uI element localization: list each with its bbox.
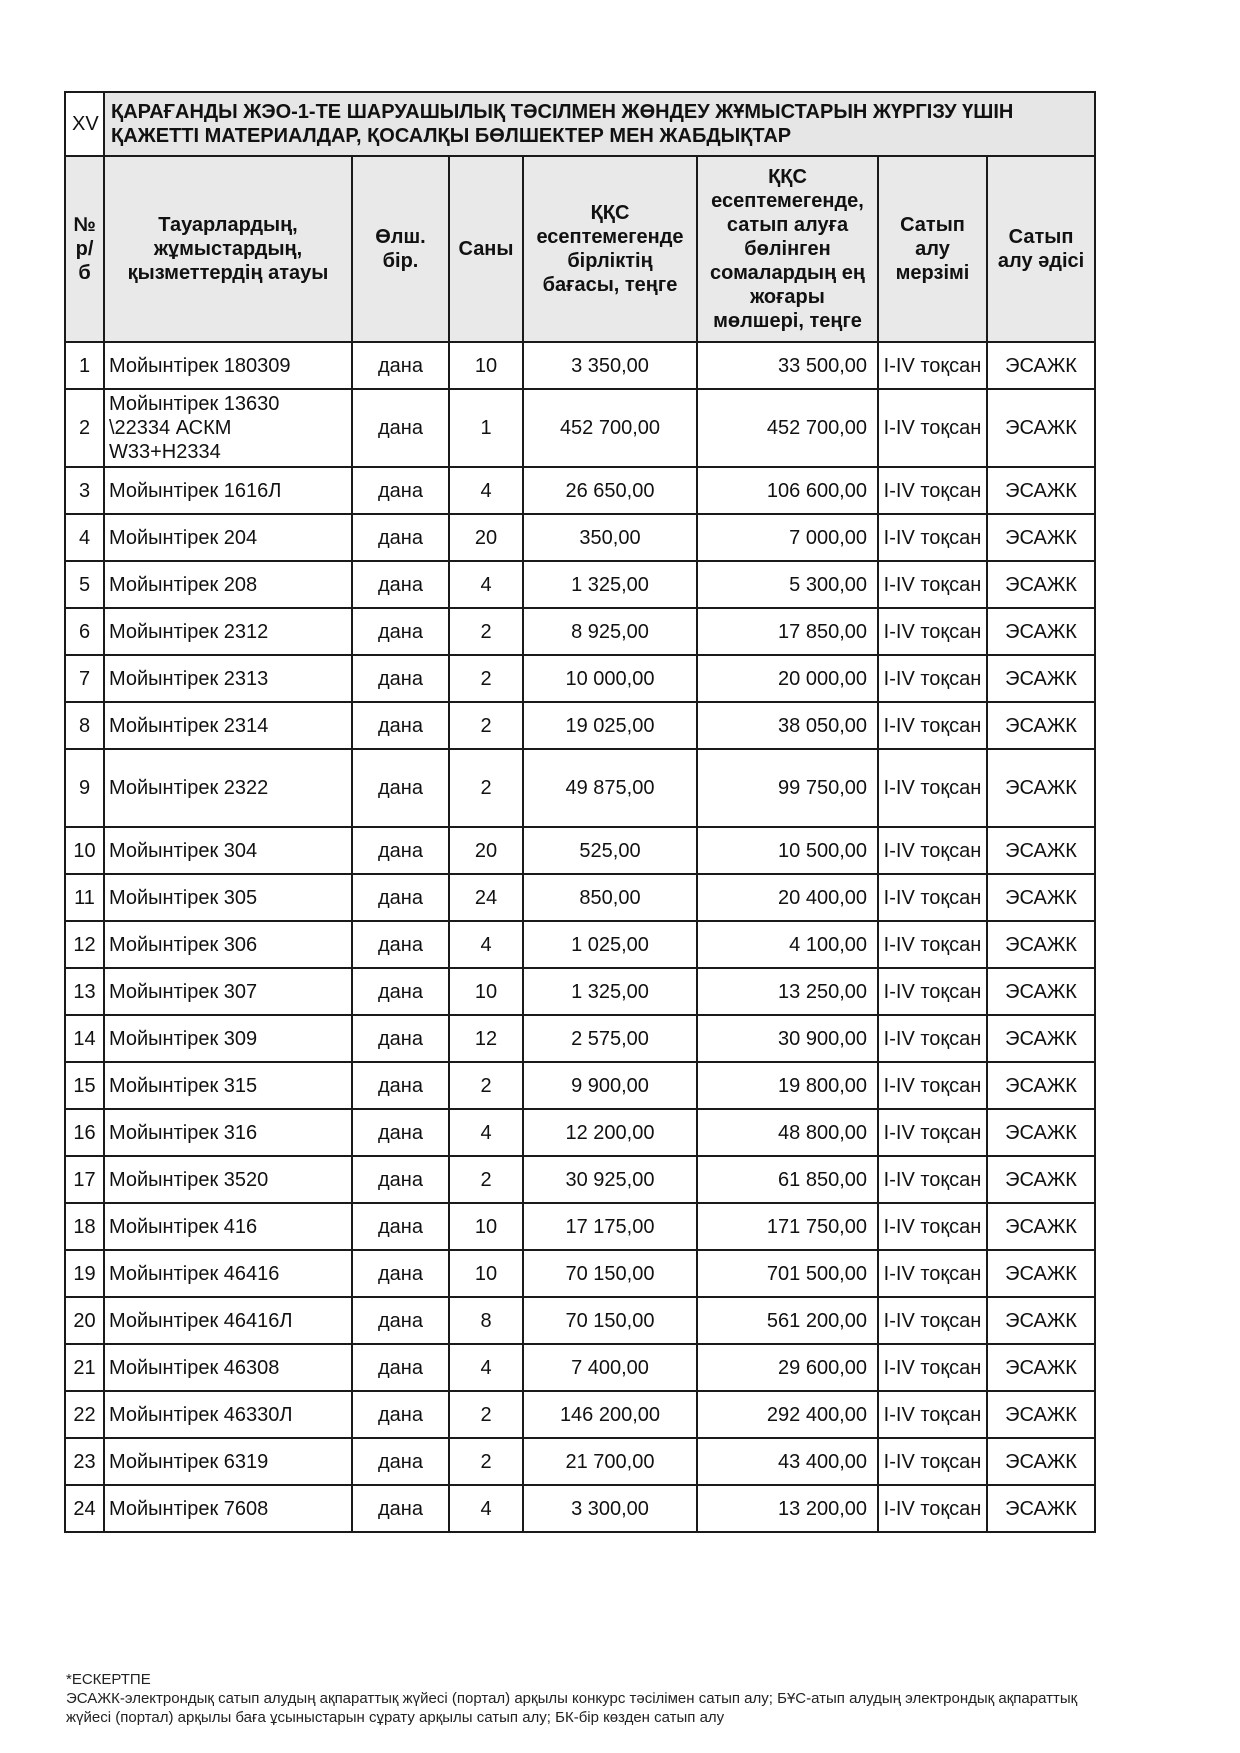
cell-num: 11 bbox=[65, 874, 104, 921]
cell-unit: дана bbox=[352, 921, 449, 968]
cell-unit: дана bbox=[352, 1250, 449, 1297]
cell-method: ЭСАЖК bbox=[987, 1109, 1095, 1156]
cell-unit: дана bbox=[352, 1156, 449, 1203]
col-header-qty: Саны bbox=[449, 156, 523, 342]
cell-total: 701 500,00 bbox=[697, 1250, 878, 1297]
cell-total: 13 250,00 bbox=[697, 968, 878, 1015]
cell-name: Мойынтірек 1616Л bbox=[104, 467, 352, 514]
cell-qty: 2 bbox=[449, 608, 523, 655]
cell-num: 19 bbox=[65, 1250, 104, 1297]
cell-name: Мойынтірек 2313 bbox=[104, 655, 352, 702]
cell-method: ЭСАЖК bbox=[987, 749, 1095, 827]
table-row bbox=[65, 921, 1095, 968]
cell-unit: дана bbox=[352, 514, 449, 561]
cell-price: 12 200,00 bbox=[523, 1109, 697, 1156]
table-row bbox=[65, 702, 1095, 749]
table-row bbox=[65, 1485, 1095, 1532]
cell-total: 4 100,00 bbox=[697, 921, 878, 968]
col-header-price: ҚҚС есептемегенде бірліктің бағасы, теңге bbox=[523, 156, 697, 342]
cell-total: 5 300,00 bbox=[697, 561, 878, 608]
footnote-title: *ЕСКЕРТПЕ bbox=[66, 1671, 151, 1688]
cell-price: 26 650,00 bbox=[523, 467, 697, 514]
cell-total: 61 850,00 bbox=[697, 1156, 878, 1203]
cell-term: I-IV тоқсан bbox=[878, 342, 987, 389]
cell-num: 4 bbox=[65, 514, 104, 561]
cell-term: I-IV тоқсан bbox=[878, 827, 987, 874]
cell-name: Мойынтірек 416 bbox=[104, 1203, 352, 1250]
cell-num: 15 bbox=[65, 1062, 104, 1109]
table-row bbox=[65, 1203, 1095, 1250]
cell-qty: 20 bbox=[449, 514, 523, 561]
cell-name: Мойынтірек 208 bbox=[104, 561, 352, 608]
col-header-num: № р/б bbox=[65, 156, 104, 342]
cell-qty: 24 bbox=[449, 874, 523, 921]
cell-unit: дана bbox=[352, 1015, 449, 1062]
cell-name: Мойынтірек 46330Л bbox=[104, 1391, 352, 1438]
cell-total: 20 400,00 bbox=[697, 874, 878, 921]
section-number: XV bbox=[65, 92, 104, 156]
cell-unit: дана bbox=[352, 749, 449, 827]
cell-price: 146 200,00 bbox=[523, 1391, 697, 1438]
table-row bbox=[65, 827, 1095, 874]
cell-num: 3 bbox=[65, 467, 104, 514]
cell-method: ЭСАЖК bbox=[987, 827, 1095, 874]
cell-term: I-IV тоқсан bbox=[878, 1438, 987, 1485]
cell-qty: 10 bbox=[449, 1250, 523, 1297]
cell-total: 13 200,00 bbox=[697, 1485, 878, 1532]
cell-qty: 4 bbox=[449, 467, 523, 514]
cell-price: 7 400,00 bbox=[523, 1344, 697, 1391]
cell-name: Мойынтірек 2312 bbox=[104, 608, 352, 655]
cell-total: 48 800,00 bbox=[697, 1109, 878, 1156]
cell-qty: 10 bbox=[449, 342, 523, 389]
cell-unit: дана bbox=[352, 1109, 449, 1156]
cell-qty: 4 bbox=[449, 921, 523, 968]
cell-name: Мойынтірек 7608 bbox=[104, 1485, 352, 1532]
cell-unit: дана bbox=[352, 655, 449, 702]
cell-method: ЭСАЖК bbox=[987, 389, 1095, 467]
cell-term: I-IV тоқсан bbox=[878, 1391, 987, 1438]
cell-num: 5 bbox=[65, 561, 104, 608]
cell-qty: 2 bbox=[449, 749, 523, 827]
table-row bbox=[65, 655, 1095, 702]
cell-name: Мойынтірек 46308 bbox=[104, 1344, 352, 1391]
cell-name: Мойынтірек 6319 bbox=[104, 1438, 352, 1485]
cell-total: 30 900,00 bbox=[697, 1015, 878, 1062]
cell-num: 6 bbox=[65, 608, 104, 655]
cell-price: 19 025,00 bbox=[523, 702, 697, 749]
table-row bbox=[65, 1015, 1095, 1062]
table-row bbox=[65, 968, 1095, 1015]
cell-unit: дана bbox=[352, 561, 449, 608]
footnote-text: ЭСАЖК-электрондық сатып алудың ақпараттық жүйесі (портал) арқылы конкурс тәсілімен сатып алу; БҰС-атып алудың электрондық ақпараттық жүйесі (портал) арқылы баға ұсыныстарын сұрату арқылы сатып алу; БК-бір көзден сатып алу bbox=[66, 1690, 1078, 1726]
cell-name: Мойынтірек 13630 \22334 АСКМ W33+H2334 bbox=[104, 389, 352, 467]
cell-price: 3 350,00 bbox=[523, 342, 697, 389]
cell-method: ЭСАЖК bbox=[987, 702, 1095, 749]
cell-total: 38 050,00 bbox=[697, 702, 878, 749]
table-row bbox=[65, 1438, 1095, 1485]
table-row bbox=[65, 1344, 1095, 1391]
cell-term: I-IV тоқсан bbox=[878, 1156, 987, 1203]
cell-total: 10 500,00 bbox=[697, 827, 878, 874]
cell-qty: 2 bbox=[449, 1062, 523, 1109]
cell-qty: 4 bbox=[449, 1109, 523, 1156]
cell-qty: 2 bbox=[449, 1438, 523, 1485]
cell-unit: дана bbox=[352, 608, 449, 655]
cell-term: I-IV тоқсан bbox=[878, 1485, 987, 1532]
table-row bbox=[65, 514, 1095, 561]
section-title: ҚАРАҒАНДЫ ЖЭО-1-ТЕ ШАРУАШЫЛЫҚ ТӘСІЛМЕН ЖӨНДЕУ ЖҰМЫСТАРЫН ЖҮРГІЗУ ҮШІН ҚАЖЕТТІ МАТЕРИАЛДАР, ҚОСАЛҚЫ БӨЛШЕКТЕР МЕН ЖАБДЫҚТАР bbox=[104, 92, 1095, 156]
table-row bbox=[65, 467, 1095, 514]
cell-total: 452 700,00 bbox=[697, 389, 878, 467]
cell-unit: дана bbox=[352, 1485, 449, 1532]
cell-price: 17 175,00 bbox=[523, 1203, 697, 1250]
cell-total: 33 500,00 bbox=[697, 342, 878, 389]
cell-unit: дана bbox=[352, 968, 449, 1015]
cell-term: I-IV тоқсан bbox=[878, 1344, 987, 1391]
cell-total: 561 200,00 bbox=[697, 1297, 878, 1344]
cell-term: I-IV тоқсан bbox=[878, 467, 987, 514]
cell-total: 7 000,00 bbox=[697, 514, 878, 561]
cell-qty: 12 bbox=[449, 1015, 523, 1062]
cell-total: 171 750,00 bbox=[697, 1203, 878, 1250]
cell-name: Мойынтірек 309 bbox=[104, 1015, 352, 1062]
cell-price: 70 150,00 bbox=[523, 1250, 697, 1297]
cell-price: 1 325,00 bbox=[523, 968, 697, 1015]
table-row bbox=[65, 1391, 1095, 1438]
table-row bbox=[65, 342, 1095, 389]
cell-unit: дана bbox=[352, 1344, 449, 1391]
cell-num: 1 bbox=[65, 342, 104, 389]
cell-price: 3 300,00 bbox=[523, 1485, 697, 1532]
cell-method: ЭСАЖК bbox=[987, 1062, 1095, 1109]
cell-price: 9 900,00 bbox=[523, 1062, 697, 1109]
cell-term: I-IV тоқсан bbox=[878, 1297, 987, 1344]
cell-qty: 2 bbox=[449, 1391, 523, 1438]
cell-num: 8 bbox=[65, 702, 104, 749]
cell-total: 292 400,00 bbox=[697, 1391, 878, 1438]
cell-qty: 8 bbox=[449, 1297, 523, 1344]
cell-qty: 4 bbox=[449, 1485, 523, 1532]
cell-method: ЭСАЖК bbox=[987, 968, 1095, 1015]
cell-method: ЭСАЖК bbox=[987, 1391, 1095, 1438]
cell-total: 106 600,00 bbox=[697, 467, 878, 514]
table-header bbox=[65, 156, 1095, 342]
section-row bbox=[65, 92, 1095, 156]
cell-term: I-IV тоқсан bbox=[878, 749, 987, 827]
cell-num: 24 bbox=[65, 1485, 104, 1532]
cell-total: 20 000,00 bbox=[697, 655, 878, 702]
cell-term: I-IV тоқсан bbox=[878, 1062, 987, 1109]
cell-term: I-IV тоқсан bbox=[878, 874, 987, 921]
cell-total: 99 750,00 bbox=[697, 749, 878, 827]
cell-name: Мойынтірек 46416 bbox=[104, 1250, 352, 1297]
cell-price: 1 025,00 bbox=[523, 921, 697, 968]
table-row bbox=[65, 874, 1095, 921]
cell-term: I-IV тоқсан bbox=[878, 921, 987, 968]
cell-num: 16 bbox=[65, 1109, 104, 1156]
cell-unit: дана bbox=[352, 1062, 449, 1109]
cell-unit: дана bbox=[352, 1438, 449, 1485]
cell-qty: 2 bbox=[449, 1156, 523, 1203]
cell-name: Мойынтірек 46416Л bbox=[104, 1297, 352, 1344]
cell-unit: дана bbox=[352, 1391, 449, 1438]
cell-num: 23 bbox=[65, 1438, 104, 1485]
cell-term: I-IV тоқсан bbox=[878, 1250, 987, 1297]
cell-total: 29 600,00 bbox=[697, 1344, 878, 1391]
cell-name: Мойынтірек 2322 bbox=[104, 749, 352, 827]
cell-num: 13 bbox=[65, 968, 104, 1015]
cell-method: ЭСАЖК bbox=[987, 1344, 1095, 1391]
cell-method: ЭСАЖК bbox=[987, 655, 1095, 702]
cell-method: ЭСАЖК bbox=[987, 561, 1095, 608]
footnote bbox=[66, 1670, 1106, 1727]
cell-price: 30 925,00 bbox=[523, 1156, 697, 1203]
table-row bbox=[65, 389, 1095, 467]
col-header-total: ҚҚС есептемегенде, сатып алуға бөлінген сомалардың ең жоғары мөлшері, теңге bbox=[697, 156, 878, 342]
cell-name: Мойынтірек 204 bbox=[104, 514, 352, 561]
cell-term: I-IV тоқсан bbox=[878, 1109, 987, 1156]
table-body bbox=[65, 342, 1095, 1532]
cell-price: 452 700,00 bbox=[523, 389, 697, 467]
cell-method: ЭСАЖК bbox=[987, 874, 1095, 921]
cell-num: 21 bbox=[65, 1344, 104, 1391]
cell-price: 49 875,00 bbox=[523, 749, 697, 827]
cell-qty: 4 bbox=[449, 1344, 523, 1391]
cell-method: ЭСАЖК bbox=[987, 1250, 1095, 1297]
cell-term: I-IV тоқсан bbox=[878, 702, 987, 749]
cell-unit: дана bbox=[352, 342, 449, 389]
cell-num: 7 bbox=[65, 655, 104, 702]
cell-qty: 20 bbox=[449, 827, 523, 874]
cell-qty: 4 bbox=[449, 561, 523, 608]
cell-qty: 10 bbox=[449, 968, 523, 1015]
table-row bbox=[65, 749, 1095, 827]
cell-method: ЭСАЖК bbox=[987, 1203, 1095, 1250]
table-row bbox=[65, 608, 1095, 655]
cell-name: Мойынтірек 180309 bbox=[104, 342, 352, 389]
table-row bbox=[65, 561, 1095, 608]
procurement-table bbox=[64, 91, 1096, 1533]
cell-unit: дана bbox=[352, 1203, 449, 1250]
cell-method: ЭСАЖК bbox=[987, 1015, 1095, 1062]
cell-price: 525,00 bbox=[523, 827, 697, 874]
cell-term: I-IV тоқсан bbox=[878, 389, 987, 467]
cell-num: 9 bbox=[65, 749, 104, 827]
cell-total: 17 850,00 bbox=[697, 608, 878, 655]
table-row bbox=[65, 1062, 1095, 1109]
cell-num: 2 bbox=[65, 389, 104, 467]
cell-price: 21 700,00 bbox=[523, 1438, 697, 1485]
cell-num: 12 bbox=[65, 921, 104, 968]
cell-method: ЭСАЖК bbox=[987, 1156, 1095, 1203]
cell-name: Мойынтірек 307 bbox=[104, 968, 352, 1015]
cell-price: 350,00 bbox=[523, 514, 697, 561]
cell-price: 850,00 bbox=[523, 874, 697, 921]
cell-method: ЭСАЖК bbox=[987, 467, 1095, 514]
col-header-method: Сатып алу әдісі bbox=[987, 156, 1095, 342]
cell-unit: дана bbox=[352, 702, 449, 749]
cell-term: I-IV тоқсан bbox=[878, 514, 987, 561]
cell-name: Мойынтірек 316 bbox=[104, 1109, 352, 1156]
table-row bbox=[65, 1156, 1095, 1203]
cell-term: I-IV тоқсан bbox=[878, 1203, 987, 1250]
cell-unit: дана bbox=[352, 874, 449, 921]
cell-term: I-IV тоқсан bbox=[878, 608, 987, 655]
table-row bbox=[65, 1250, 1095, 1297]
cell-name: Мойынтірек 3520 bbox=[104, 1156, 352, 1203]
cell-num: 22 bbox=[65, 1391, 104, 1438]
cell-name: Мойынтірек 306 bbox=[104, 921, 352, 968]
cell-price: 70 150,00 bbox=[523, 1297, 697, 1344]
cell-method: ЭСАЖК bbox=[987, 1485, 1095, 1532]
cell-term: I-IV тоқсан bbox=[878, 561, 987, 608]
cell-num: 17 bbox=[65, 1156, 104, 1203]
cell-term: I-IV тоқсан bbox=[878, 655, 987, 702]
cell-price: 1 325,00 bbox=[523, 561, 697, 608]
cell-total: 19 800,00 bbox=[697, 1062, 878, 1109]
cell-num: 20 bbox=[65, 1297, 104, 1344]
cell-price: 10 000,00 bbox=[523, 655, 697, 702]
cell-qty: 2 bbox=[449, 702, 523, 749]
cell-unit: дана bbox=[352, 827, 449, 874]
cell-price: 2 575,00 bbox=[523, 1015, 697, 1062]
cell-method: ЭСАЖК bbox=[987, 1438, 1095, 1485]
cell-name: Мойынтірек 2314 bbox=[104, 702, 352, 749]
table-row bbox=[65, 1109, 1095, 1156]
cell-qty: 10 bbox=[449, 1203, 523, 1250]
cell-name: Мойынтірек 304 bbox=[104, 827, 352, 874]
table-row bbox=[65, 1297, 1095, 1344]
cell-num: 14 bbox=[65, 1015, 104, 1062]
cell-num: 10 bbox=[65, 827, 104, 874]
cell-qty: 2 bbox=[449, 655, 523, 702]
cell-qty: 1 bbox=[449, 389, 523, 467]
cell-unit: дана bbox=[352, 467, 449, 514]
cell-method: ЭСАЖК bbox=[987, 1297, 1095, 1344]
cell-term: I-IV тоқсан bbox=[878, 968, 987, 1015]
cell-method: ЭСАЖК bbox=[987, 608, 1095, 655]
cell-name: Мойынтірек 315 bbox=[104, 1062, 352, 1109]
col-header-unit: Өлш. бір. bbox=[352, 156, 449, 342]
cell-term: I-IV тоқсан bbox=[878, 1015, 987, 1062]
col-header-term: Сатып алу мерзімі bbox=[878, 156, 987, 342]
cell-num: 18 bbox=[65, 1203, 104, 1250]
cell-unit: дана bbox=[352, 389, 449, 467]
cell-total: 43 400,00 bbox=[697, 1438, 878, 1485]
cell-method: ЭСАЖК bbox=[987, 514, 1095, 561]
cell-method: ЭСАЖК bbox=[987, 921, 1095, 968]
col-header-name: Тауарлардың, жұмыстардың, қызметтердің атауы bbox=[104, 156, 352, 342]
cell-name: Мойынтірек 305 bbox=[104, 874, 352, 921]
cell-method: ЭСАЖК bbox=[987, 342, 1095, 389]
cell-unit: дана bbox=[352, 1297, 449, 1344]
cell-price: 8 925,00 bbox=[523, 608, 697, 655]
